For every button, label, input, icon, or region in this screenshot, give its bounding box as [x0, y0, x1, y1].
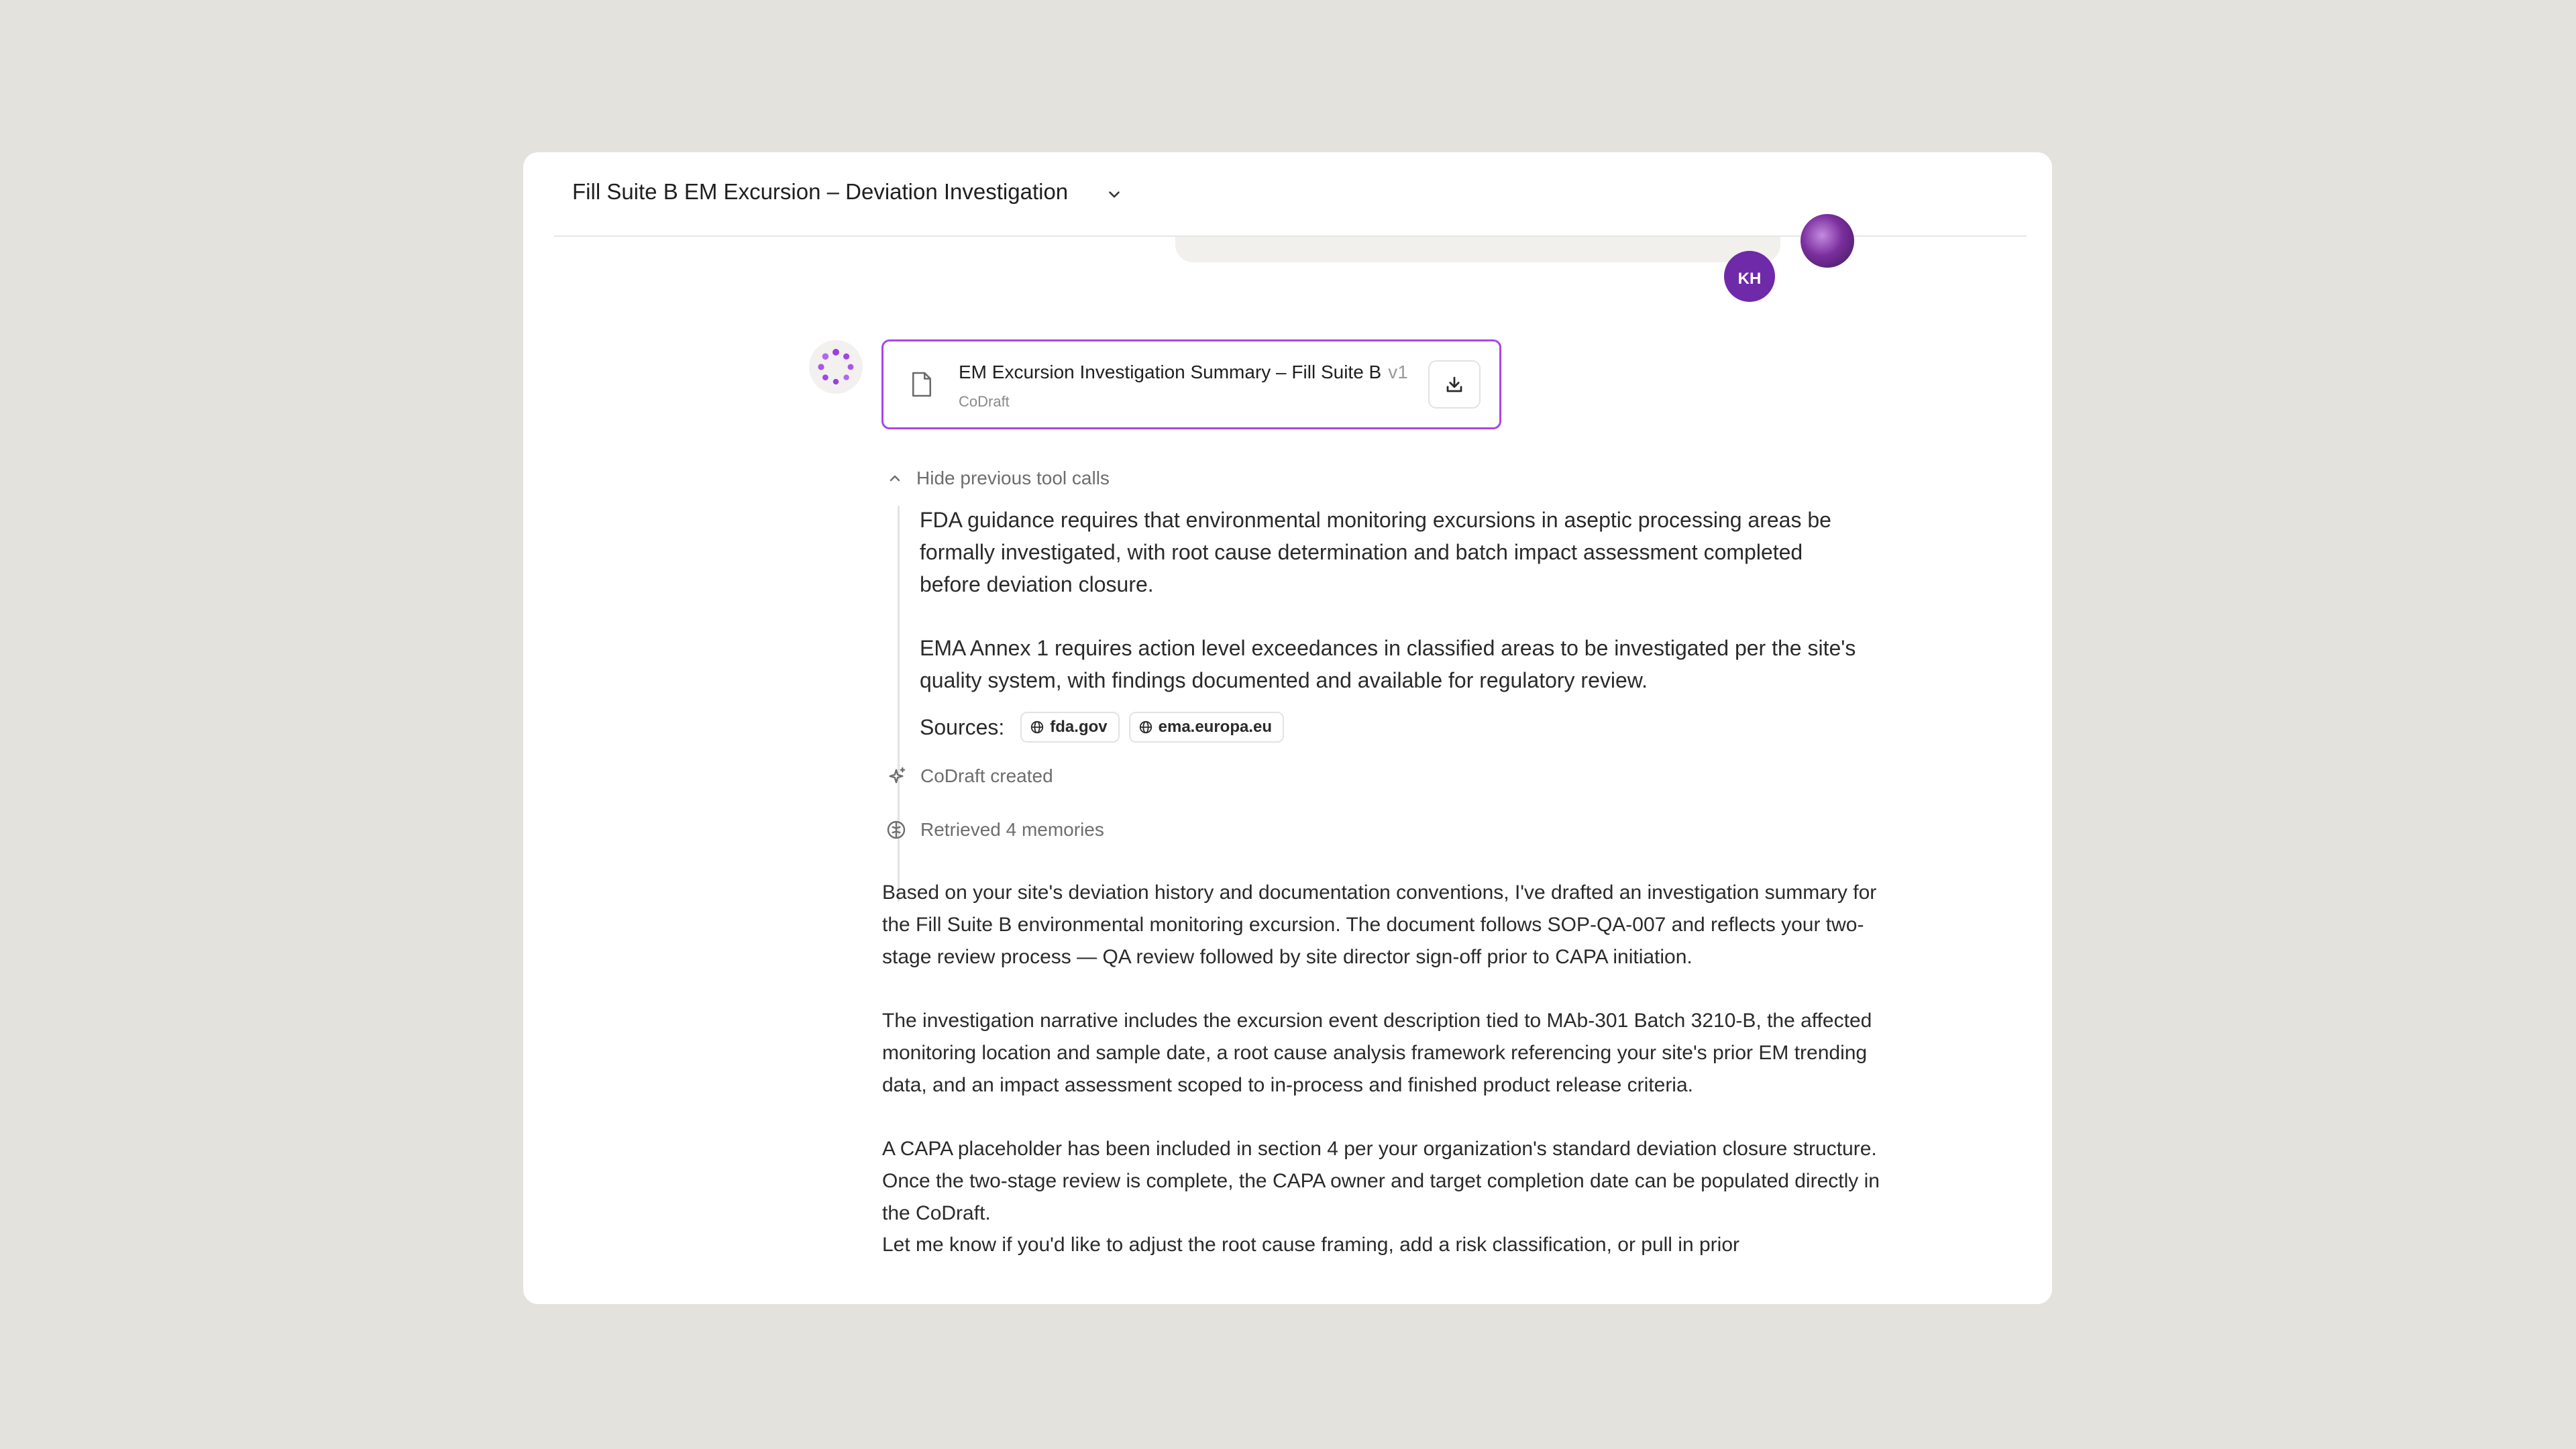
response-paragraph: Let me know if you'd like to adjust the root cause framing, add a risk classification, or pull in prior: [882, 1234, 1740, 1256]
brain-icon: [885, 819, 907, 841]
source-chip-fda[interactable]: [1020, 712, 1119, 743]
sources-label: Sources:: [920, 714, 1005, 739]
document-title-line: [959, 362, 1408, 383]
document-icon: [910, 371, 933, 398]
download-icon: [1444, 374, 1464, 394]
user-initials: KH: [1737, 270, 1762, 288]
chevron-up-icon: [887, 470, 903, 486]
tool-call-paragraph: EMA Annex 1 requires action level exceedances in classified areas to be investigated per the site's quality system, with findings documented and available for regulatory review.: [920, 636, 1856, 692]
response-paragraph: The investigation narrative includes the excursion event description tied to MAb-301 Batch 3210-B, the affected monitoring location and sample date, a root cause analysis framework referencing your site's prior EM trending data, and an impact assessment scoped to in-process and finished product release criteria.: [882, 1010, 1872, 1096]
avatar: [1801, 214, 1854, 268]
step-retrieved-memories: [885, 816, 1104, 843]
source-chip-ema[interactable]: [1129, 712, 1284, 743]
download-button[interactable]: [1428, 360, 1481, 409]
globe-icon: [1138, 720, 1153, 735]
document-version: v1: [1388, 362, 1408, 382]
conversation-title[interactable]: Fill Suite B EM Excursion – Deviation Investigation: [572, 179, 1069, 204]
response-paragraph: Based on your site's deviation history and documentation conventions, I've drafted an investigation summary for the Fill Suite B environmental monitoring excursion. The document follows SOP-QA-007 and reflects your two-stage review process — QA review followed by site director sign-off prior to CAPA initiation.: [882, 881, 1877, 968]
step-label: CoDraft created: [920, 765, 1053, 786]
loading-spinner-icon: [809, 340, 863, 394]
assistant-avatar: [809, 340, 863, 394]
step-label: Retrieved 4 memories: [920, 819, 1104, 840]
chat-window: [523, 152, 2052, 1304]
user-initials-avatar: [1724, 251, 1775, 302]
document-title: EM Excursion Investigation Summary – Fill Suite B: [959, 362, 1382, 382]
sparkle-icon: [885, 765, 907, 787]
codraft-document-card[interactable]: [881, 339, 1501, 429]
tool-call-paragraph: FDA guidance requires that environmental monitoring excursions in aseptic processing areas be formally investigated, with root cause determination and batch impact assessment completed before deviation closure.: [920, 508, 1831, 596]
step-codraft-created: [885, 763, 1053, 790]
chevron-down-icon[interactable]: [1106, 186, 1123, 203]
hide-tool-calls-toggle[interactable]: [887, 465, 1110, 492]
source-chip-label: fda.gov: [1050, 718, 1108, 736]
globe-icon: [1030, 720, 1044, 735]
previous-user-message: [1175, 237, 1780, 262]
hide-tool-calls-label: Hide previous tool calls: [916, 468, 1110, 488]
sources-row: [920, 710, 1293, 744]
response-paragraph: A CAPA placeholder has been included in section 4 per your organization's standard deviation closure structure. Once the two-stage review is complete, the CAPA owner and target completion date can be populated directly in the CoDraft.: [882, 1138, 1880, 1224]
source-chip-label: ema.europa.eu: [1158, 718, 1273, 736]
document-subtitle: CoDraft: [959, 393, 1010, 410]
